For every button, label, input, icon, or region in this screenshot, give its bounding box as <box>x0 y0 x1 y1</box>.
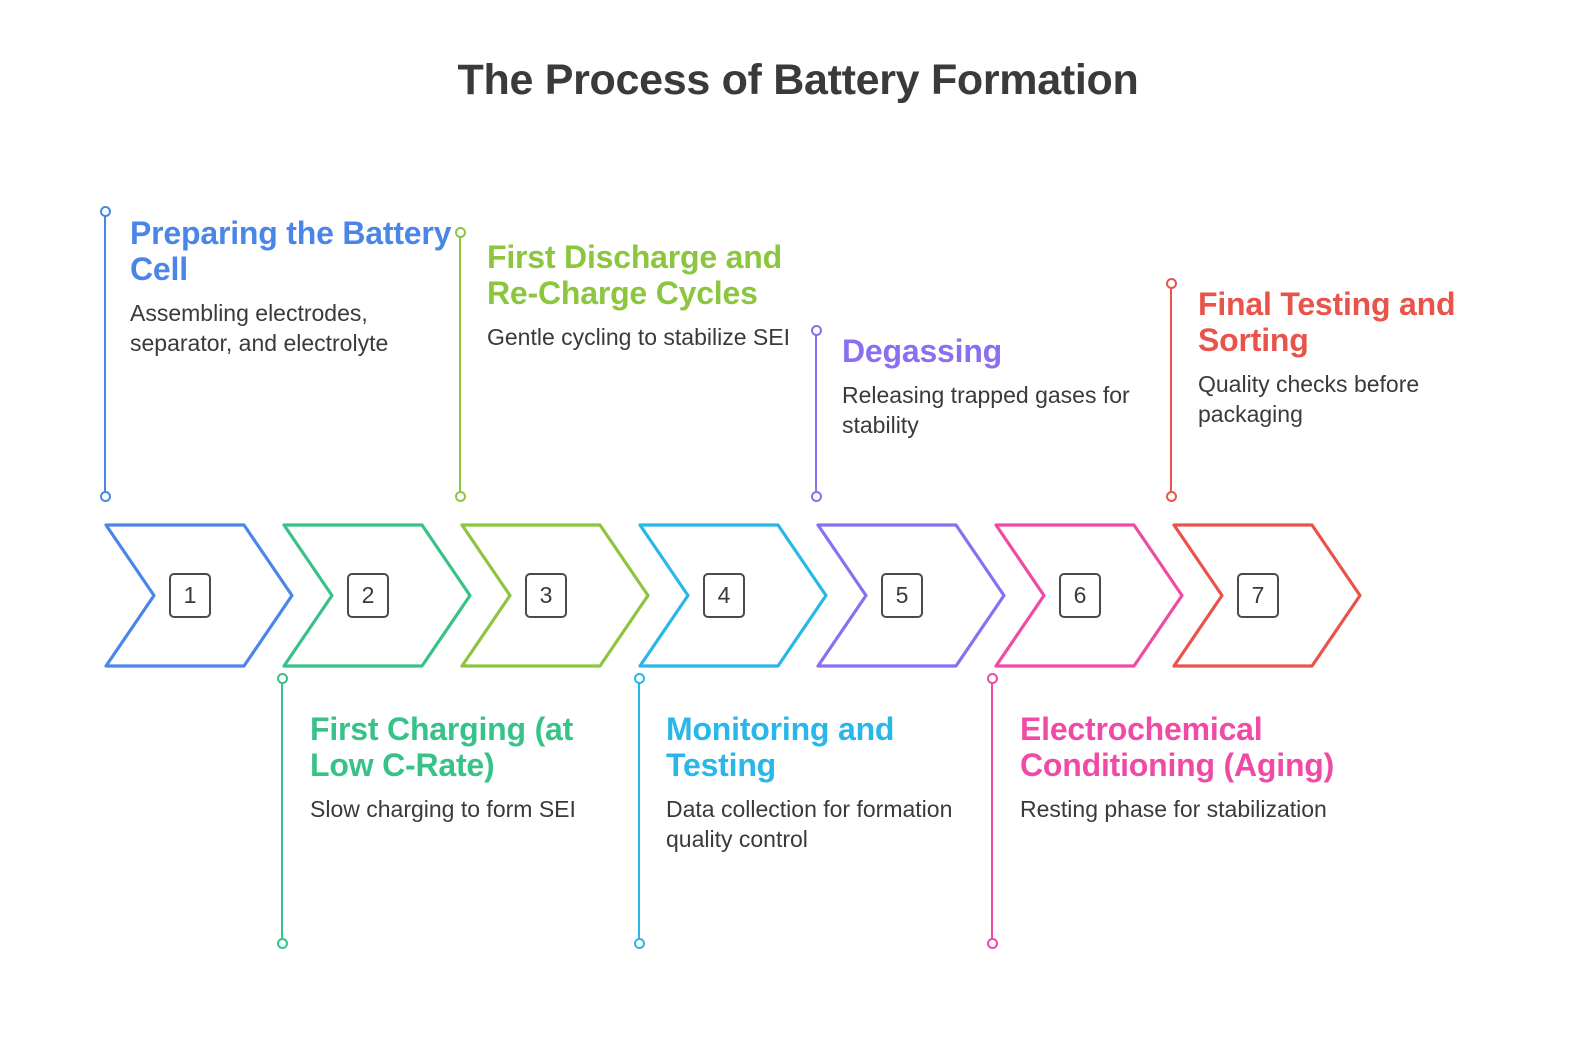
chevron-step-2[interactable] <box>282 523 472 668</box>
connector-dot-bottom <box>811 491 822 502</box>
chevron-step-4[interactable] <box>638 523 828 668</box>
connector-dot-bottom <box>277 938 288 949</box>
chevron-number-6: 6 <box>1059 573 1101 618</box>
step-text-block-7 <box>1198 287 1498 429</box>
step-text-block-6 <box>1020 712 1360 824</box>
connector-step-2 <box>281 678 283 944</box>
step-heading-3: First Discharge and Re-Charge Cycles <box>487 239 782 311</box>
step-text-block-4 <box>666 712 986 854</box>
step-heading-6: Electrochemical Conditioning (Aging) <box>1020 711 1335 783</box>
connector-dot-bottom <box>987 938 998 949</box>
step-description-6: Resting phase for stabilization <box>1020 795 1327 822</box>
connector-dot-top <box>100 206 111 217</box>
step-text-block-2 <box>310 712 640 824</box>
step-text-block-5 <box>842 334 1142 441</box>
step-heading-7: Final Testing and Sorting <box>1198 286 1456 358</box>
step-heading-1: Preparing the Battery Cell <box>130 215 452 287</box>
step-heading-4: Monitoring and Testing <box>666 711 895 783</box>
chevron-number-7: 7 <box>1237 573 1279 618</box>
connector-dot-bottom <box>100 491 111 502</box>
connector-step-1 <box>104 211 106 497</box>
chevron-number-5: 5 <box>881 573 923 618</box>
step-description-3: Gentle cycling to stabilize SEI <box>487 323 790 350</box>
step-description-5: Releasing trapped gases for stability <box>842 381 1130 439</box>
connector-dot-top <box>1166 278 1177 289</box>
chevron-number-3: 3 <box>525 573 567 618</box>
chevron-number-1: 1 <box>169 573 211 618</box>
chevron-number-4: 4 <box>703 573 745 618</box>
step-description-2: Slow charging to form SEI <box>310 795 576 822</box>
step-text-block-3 <box>487 240 807 352</box>
connector-dot-bottom <box>1166 491 1177 502</box>
step-description-1: Assembling electrodes, separator, and electrolyte <box>130 299 389 357</box>
step-heading-2: First Charging (at Low C-Rate) <box>310 711 574 783</box>
connector-dot-top <box>811 325 822 336</box>
chevron-step-3[interactable] <box>460 523 650 668</box>
step-text-block-1 <box>130 216 460 358</box>
chevron-step-6[interactable] <box>994 523 1184 668</box>
connector-dot-top <box>277 673 288 684</box>
connector-step-7 <box>1170 283 1172 497</box>
connector-dot-top <box>987 673 998 684</box>
step-description-7: Quality checks before packaging <box>1198 370 1420 428</box>
connector-dot-bottom <box>455 491 466 502</box>
connector-dot-bottom <box>634 938 645 949</box>
chevron-step-1[interactable] <box>104 523 294 668</box>
step-heading-5: Degassing <box>842 333 1003 369</box>
chevron-step-7[interactable] <box>1172 523 1362 668</box>
connector-step-5 <box>815 330 817 497</box>
chevron-row <box>104 523 1504 668</box>
chevron-number-2: 2 <box>347 573 389 618</box>
step-description-4: Data collection for formation quality control <box>666 795 953 853</box>
chevron-step-5[interactable] <box>816 523 1006 668</box>
connector-dot-top <box>634 673 645 684</box>
page-title: The Process of Battery Formation <box>457 56 1139 104</box>
connector-step-6 <box>991 678 993 944</box>
